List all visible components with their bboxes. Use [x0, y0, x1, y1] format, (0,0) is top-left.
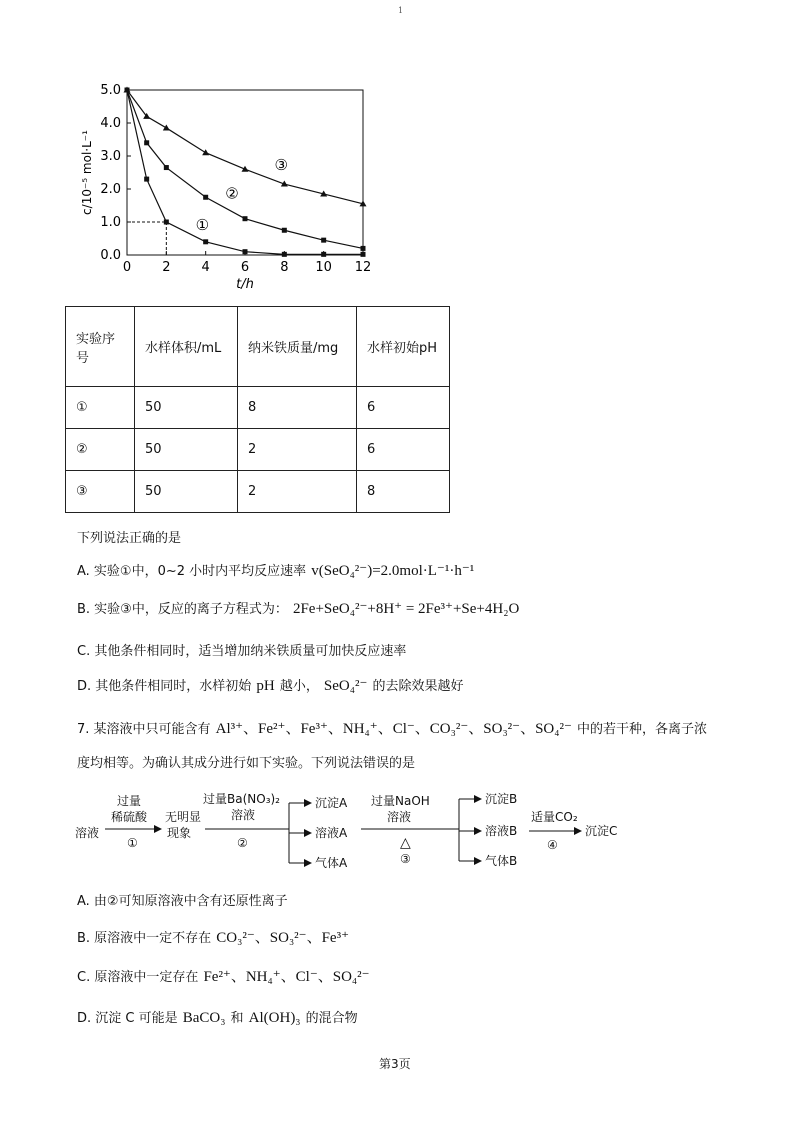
product-a: 溶液A: [315, 826, 348, 840]
data-point: [144, 177, 149, 182]
product-b: 溶液B: [485, 824, 518, 838]
flow-start: 溶液: [75, 826, 100, 840]
data-point: [243, 216, 248, 221]
y-tick-label: 3.0: [100, 149, 121, 164]
table-cell: ③: [66, 471, 135, 513]
data-point: [321, 238, 326, 243]
step4-number: ④: [547, 838, 558, 852]
data-point: [164, 165, 169, 170]
y-tick-label: 0.0: [100, 248, 121, 263]
series-label: ①: [195, 216, 210, 234]
data-point: [321, 252, 326, 257]
product-a: 气体A: [315, 856, 348, 870]
flow-state: 现象: [167, 826, 192, 840]
y-tick-label: 1.0: [100, 215, 121, 230]
data-point: [164, 220, 169, 225]
step2-label: 过量Ba(NO₃)₂: [203, 792, 280, 806]
table-cell: 2: [238, 471, 357, 513]
product-b: 气体B: [485, 854, 518, 868]
table-header: 纳米铁质量/mg: [238, 307, 357, 387]
flow-diagram: [75, 785, 635, 877]
data-point: [243, 249, 248, 254]
data-point: [163, 124, 170, 130]
q7-option-b: B. 原溶液中一定不存在 CO₃²⁻、SO₃²⁻、Fe³⁺: [77, 930, 349, 946]
x-axis-label: t/h: [236, 277, 254, 292]
table-cell: 50: [135, 387, 238, 429]
page-marker: 1: [398, 6, 404, 15]
series-line: [127, 90, 363, 254]
table-cell: 6: [357, 429, 450, 471]
table-cell: 50: [135, 471, 238, 513]
table-cell: ①: [66, 387, 135, 429]
data-point: [361, 246, 366, 251]
x-tick-label: 4: [201, 260, 210, 275]
step4-label: 适量CO₂: [531, 810, 578, 824]
table-header: 水样体积/mL: [135, 307, 238, 387]
y-tick-label: 4.0: [100, 116, 121, 131]
table-cell: 6: [357, 387, 450, 429]
q6-prompt: 下列说法正确的是: [77, 531, 182, 546]
table-cell: 8: [357, 471, 450, 513]
heat-symbol: △: [400, 835, 411, 851]
x-tick-label: 10: [315, 260, 332, 275]
experiment-table: [65, 306, 450, 513]
table-cell: 50: [135, 429, 238, 471]
concentration-chart: [60, 75, 380, 305]
step1-label: 稀硫酸: [111, 810, 148, 824]
plot-frame: [127, 90, 363, 255]
table-cell: ②: [66, 429, 135, 471]
table-header: 水样初始pH: [357, 307, 450, 387]
series-label: ②: [225, 184, 239, 203]
q7-option-d: D. 沉淀 C 可能是 BaCO₃ 和 Al(OH)₃ 的混合物: [77, 1010, 358, 1026]
q6-option-b: B. 实验③中，反应的离子方程式为： 2Fe+SeO₄²⁻+8H⁺ = 2Fe³⁺+Se+4H₂O: [77, 601, 520, 617]
q7-option-c: C. 原溶液中一定存在 Fe²⁺、NH₄⁺、Cl⁻、SO₄²⁻: [77, 969, 370, 985]
y-tick-label: 5.0: [100, 83, 121, 98]
q6-option-d: D. 其他条件相同时，水样初始 pH 越小， SeO₄²⁻ 的去除效果越好: [77, 678, 464, 694]
data-point: [144, 140, 149, 145]
step2-number: ②: [237, 836, 248, 850]
table-cell: 8: [238, 387, 357, 429]
x-tick-label: 0: [122, 260, 132, 275]
page-footer: 第3页: [379, 1057, 411, 1071]
y-tick-label: 2.0: [100, 182, 121, 197]
data-point: [203, 195, 208, 200]
y-axis-label: c/10⁻⁵ mol·L⁻¹: [80, 130, 94, 215]
step3-label: 过量NaOH: [371, 794, 430, 808]
product-b: 沉淀B: [485, 792, 518, 806]
data-point: [203, 239, 208, 244]
series-line: [127, 90, 363, 204]
step1-number: ①: [127, 836, 138, 850]
final-product: 沉淀C: [585, 824, 618, 838]
series-label: ③: [274, 155, 288, 174]
x-tick-label: 2: [162, 260, 171, 275]
x-tick-label: 12: [354, 260, 372, 275]
data-point: [361, 252, 366, 257]
step3-label: 溶液: [387, 810, 412, 824]
step1-label: 过量: [117, 794, 142, 808]
step3-number: ③: [400, 852, 411, 866]
q7-stem-cont: 度均相等。为确认其成分进行如下实验。下列说法错误的是: [77, 756, 416, 771]
data-point: [282, 252, 287, 257]
q7-option-a: A. 由②可知原溶液中含有还原性离子: [77, 894, 288, 909]
table-cell: 2: [238, 429, 357, 471]
q7-stem: 7. 某溶液中只可能含有 Al³⁺、Fe²⁺、Fe³⁺、NH₄⁺、Cl⁻、CO₃²⁻、SO₃²⁻、SO₄²⁻ 中的若干种，各离子浓: [77, 721, 708, 737]
table-header: 实验序号: [66, 307, 135, 387]
flow-state: 无明显: [165, 810, 202, 824]
data-point: [202, 149, 209, 155]
product-a: 沉淀A: [315, 796, 348, 810]
x-tick-label: 6: [240, 260, 250, 275]
x-tick-label: 8: [280, 260, 289, 275]
step2-label: 溶液: [231, 808, 256, 822]
q6-option-a: A. 实验①中，0~2 小时内平均反应速率 v(SeO₄²⁻)=2.0mol·L⁻¹·h⁻¹: [77, 563, 475, 579]
q6-option-c: C. 其他条件相同时，适当增加纳米铁质量可加快反应速率: [77, 644, 407, 659]
data-point: [282, 228, 287, 233]
